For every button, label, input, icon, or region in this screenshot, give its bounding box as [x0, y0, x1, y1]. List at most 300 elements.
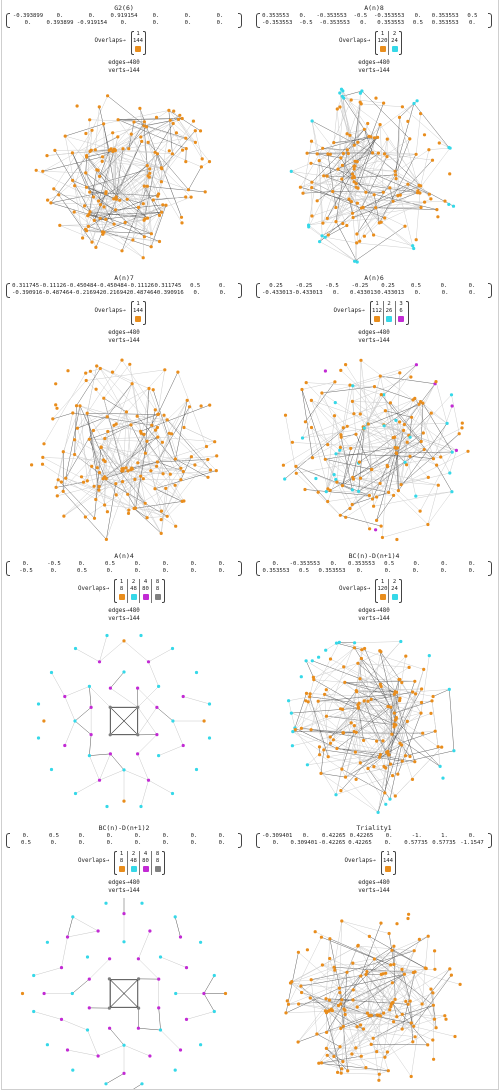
graph-vertex	[351, 962, 354, 965]
graph-vertex	[310, 214, 313, 217]
matrix-cell: 0.	[106, 840, 114, 847]
graph-vertex	[140, 140, 143, 143]
edges-count: edges→480	[358, 880, 390, 886]
graph-vertex	[320, 936, 323, 939]
graph-vertex	[329, 657, 332, 660]
graph-vertex	[122, 768, 125, 771]
graph-vertex	[314, 477, 317, 480]
graph-vertex	[398, 420, 401, 423]
graph-vertex	[37, 702, 40, 705]
graph-vertex	[208, 702, 211, 705]
graph-vertex	[409, 1000, 412, 1003]
panel-title: BC(n)-D(n+1)4	[348, 552, 400, 560]
graph-vertex	[438, 141, 441, 144]
graph-vertex	[97, 489, 100, 492]
color-swatch	[155, 594, 161, 600]
graph-vertex	[136, 687, 139, 690]
graph-vertex	[156, 426, 159, 429]
graph-vertex	[400, 743, 403, 746]
graph-vertex	[305, 381, 308, 384]
graph-vertex	[383, 791, 386, 794]
overlaps-columns	[133, 301, 144, 325]
edges-count: edges→480	[108, 608, 140, 614]
graph-vertex	[157, 685, 160, 688]
graph-vertex	[331, 190, 334, 193]
graph-vertex	[95, 388, 98, 391]
matrix-cell: 0.353553	[262, 13, 290, 19]
graph-vertex	[373, 193, 376, 196]
graph-vertex	[71, 151, 74, 154]
graph-vertex	[130, 467, 133, 470]
overlaps-label: Overlaps→	[333, 308, 365, 314]
matrix-cell: -1.1547	[460, 840, 484, 847]
graph-vertex	[359, 359, 362, 362]
graph-vertex	[348, 384, 351, 387]
graph-vertex	[160, 167, 163, 170]
graph-vertex	[448, 967, 451, 970]
overlap-multiplicity: 1	[375, 301, 379, 307]
graph-vertex	[64, 477, 67, 480]
panel-a-n-4	[0, 548, 248, 818]
graph-vertex	[304, 420, 307, 423]
graph-vertex	[117, 118, 120, 121]
graph-vertex	[324, 1009, 327, 1012]
overlaps-column	[127, 851, 139, 875]
graph-vertex	[387, 491, 390, 494]
graph-vertex	[410, 416, 413, 419]
matrix-bracket-right	[488, 833, 492, 848]
graph-vertex	[398, 116, 401, 119]
matrix-cell: 0.	[162, 833, 170, 839]
matrix-cell: 0.	[134, 840, 142, 847]
graph-vertex	[353, 144, 356, 147]
graph-vertex	[388, 1008, 391, 1011]
petrie-projection-graph	[0, 898, 248, 1089]
graph-vertex	[150, 232, 153, 235]
graph-vertex	[450, 490, 453, 493]
graph-vertex	[353, 260, 356, 263]
graph-vertex	[351, 503, 354, 506]
graph-vertex	[146, 516, 149, 519]
graph-vertex	[208, 404, 211, 407]
graph-vertex	[336, 1071, 339, 1074]
matrix-cell: 0.5	[20, 840, 32, 847]
graph-vertex	[452, 205, 455, 208]
graph-vertex	[124, 221, 127, 224]
color-swatch	[385, 866, 391, 872]
graph-vertex	[60, 1018, 63, 1021]
matrix-cell: -0.353553	[316, 13, 347, 19]
matrix-cell: 0.	[78, 833, 86, 839]
graph-vertex	[365, 970, 368, 973]
graph-vertex	[73, 184, 76, 187]
matrix-cell: 0.311745	[12, 283, 40, 289]
graph-vertex	[98, 485, 101, 488]
graph-vertex	[426, 1043, 429, 1046]
graph-vertex	[104, 902, 107, 905]
graph-vertex	[415, 238, 418, 241]
matrix-cell: 0.5	[467, 13, 478, 19]
overlap-count: 6	[399, 308, 403, 314]
verts-count: verts→144	[358, 68, 390, 74]
graph-vertex	[378, 1073, 381, 1076]
graph-vertex	[318, 240, 321, 243]
matrix-cell: 0.353553	[262, 568, 290, 575]
overlap-count: 112	[371, 308, 383, 314]
overlap-multiplicity: 2	[392, 579, 397, 585]
graph-vertex	[164, 487, 167, 490]
matrix-cell: 0.353553	[431, 20, 459, 27]
graph-vertex	[430, 699, 433, 702]
graph-vertex	[466, 450, 469, 453]
graph-vertex	[122, 639, 125, 642]
graph-vertex	[125, 466, 128, 469]
graph-vertex	[326, 487, 329, 490]
graph-vertex	[133, 478, 136, 481]
graph-vertex	[57, 478, 60, 481]
graph-vertex	[380, 393, 383, 396]
graph-vertex	[184, 137, 187, 140]
graph-vertex	[136, 415, 139, 418]
graph-vertex	[147, 660, 150, 663]
matrix-cell: 0.	[330, 561, 338, 567]
matrix-cell: 0.25	[381, 283, 395, 289]
graph-vertex	[384, 803, 387, 806]
matrix-cell: 0.25	[269, 283, 283, 289]
overlap-multiplicity: 1	[136, 31, 140, 37]
graph-vertex	[156, 413, 159, 416]
edges-count: edges→480	[108, 330, 140, 336]
graph-vertex	[291, 441, 294, 444]
graph-vertex	[401, 105, 404, 108]
verts-count: verts→144	[108, 616, 140, 622]
graph-vertex	[122, 912, 125, 915]
graph-vertex	[60, 966, 63, 969]
matrix-cell: 0.	[440, 568, 448, 575]
graph-vertex	[109, 706, 112, 709]
graph-vertex	[122, 800, 125, 803]
matrix-cell: 0.	[152, 13, 160, 19]
matrix-cell: 1.	[441, 833, 448, 839]
matrix-cell: 0.	[78, 561, 86, 567]
graph-vertex	[408, 455, 411, 458]
graph-vertex	[348, 134, 351, 137]
graph-vertex	[357, 490, 360, 493]
graph-vertex	[373, 136, 376, 139]
graph-vertex	[332, 738, 335, 741]
graph-vertex	[114, 482, 117, 485]
graph-vertex	[63, 695, 66, 698]
graph-vertex	[300, 727, 303, 730]
graph-vertex	[359, 477, 362, 480]
graph-vertex	[160, 532, 163, 535]
graph-vertex	[355, 731, 358, 734]
overlaps-table	[250, 579, 498, 601]
graph-vertex	[149, 469, 152, 472]
graph-vertex	[411, 778, 414, 781]
graph-vertex	[364, 191, 367, 194]
graph-vertex	[329, 735, 332, 738]
graph-vertex	[359, 974, 362, 977]
graph-vertex	[358, 461, 361, 464]
graph-vertex	[350, 721, 353, 724]
graph-vertex	[314, 930, 317, 933]
matrix-cell: 0.	[106, 568, 114, 575]
graph-vertex	[330, 1008, 333, 1011]
overlap-count: 120	[377, 38, 388, 44]
matrix-cell: -0.450484	[96, 283, 128, 289]
verts-count: verts→144	[108, 68, 140, 74]
graph-vertex	[406, 120, 409, 123]
graph-vertex	[156, 460, 159, 463]
matrix-cell: 0.	[24, 20, 32, 27]
graph-vertex	[88, 118, 91, 121]
graph-vertex	[171, 152, 174, 155]
graph-vertex	[326, 500, 329, 503]
overlaps-bracket-right	[143, 31, 146, 55]
matrix-row	[256, 20, 492, 27]
graph-vertex	[333, 969, 336, 972]
graph-vertex	[421, 1002, 424, 1005]
graph-vertex	[321, 222, 324, 225]
graph-vertex	[199, 1043, 202, 1046]
graph-vertex	[188, 405, 191, 408]
graph-vertex	[370, 698, 373, 701]
graph-vertex	[311, 456, 314, 459]
graph-vertex	[370, 468, 373, 471]
graph-vertex	[166, 515, 169, 518]
matrix-cell: 0.	[50, 840, 58, 847]
graph-vertex	[76, 427, 79, 430]
graph-vertex	[155, 706, 158, 709]
graph-vertex	[134, 507, 137, 510]
graph-vertex	[181, 117, 184, 120]
graph-vertex	[318, 159, 321, 162]
graph-vertex	[339, 156, 342, 159]
matrix-cell: 0.353553	[318, 568, 346, 575]
matrix-cell: 0.	[219, 283, 226, 289]
overlaps-bracket-left	[370, 301, 373, 325]
graph-vertex	[405, 463, 408, 466]
graph-vertex	[435, 1026, 438, 1029]
graph-vertex	[291, 744, 294, 747]
graph-vertex	[325, 688, 328, 691]
overlap-multiplicity: 4	[143, 851, 148, 857]
graph-vertex	[96, 466, 99, 469]
graph-vertex	[104, 192, 107, 195]
graph-vertex	[346, 148, 349, 151]
graph-vertex	[447, 203, 450, 206]
graph-vertex	[171, 792, 174, 795]
graph-vertex	[128, 363, 131, 366]
graph-vertex	[354, 433, 357, 436]
graph-vertex	[320, 391, 323, 394]
graph-vertex	[102, 477, 105, 480]
graph-vertex	[399, 640, 402, 643]
graph-vertex	[306, 152, 309, 155]
verts-count: verts→144	[358, 888, 390, 894]
overlaps-bracket-right	[399, 31, 402, 55]
graph-vertex	[347, 198, 350, 201]
graph-vertex	[352, 412, 355, 415]
graph-vertex	[343, 681, 346, 684]
graph-vertex	[160, 510, 163, 513]
graph-vertex	[389, 706, 392, 709]
graph-vertex	[343, 1009, 346, 1012]
graph-vertex	[104, 218, 107, 221]
graph-vertex	[125, 410, 128, 413]
graph-vertex	[354, 751, 357, 754]
graph-vertex	[32, 974, 35, 977]
graph-vertex	[89, 370, 92, 373]
overlap-count: 120	[377, 586, 388, 592]
graph-vertex	[423, 201, 426, 204]
overlaps-table	[250, 301, 498, 323]
graph-vertex	[409, 436, 412, 439]
graph-vertex	[395, 177, 398, 180]
overlap-count: 48	[130, 586, 137, 592]
graph-vertex	[305, 692, 308, 695]
graph-vertex	[88, 1006, 91, 1009]
graph-vertex	[358, 677, 361, 680]
graph-vertex	[203, 719, 206, 722]
matrix-cell: 0.487464	[129, 290, 157, 297]
graph-vertex	[367, 135, 370, 138]
graph-vertex	[433, 949, 436, 952]
graph-vertex	[352, 165, 355, 168]
graph-vertex	[200, 165, 203, 168]
graph-vertex	[122, 670, 125, 673]
matrix-cell: -0.353553	[374, 13, 405, 19]
graph-vertex	[322, 748, 325, 751]
graph-vertex	[213, 440, 216, 443]
graph-vertex	[360, 648, 363, 651]
graph-vertex	[116, 135, 119, 138]
graph-vertex	[294, 728, 297, 731]
graph-vertex	[122, 1044, 125, 1047]
graph-vertex	[103, 503, 106, 506]
matrix-cell: -0.393899	[12, 13, 44, 19]
overlaps-bracket-left	[131, 301, 134, 325]
graph-vertex	[169, 119, 172, 122]
graph-vertex	[363, 235, 366, 238]
panel-a-n-6	[250, 270, 498, 548]
graph-vertex	[356, 187, 359, 190]
graph-vertex	[115, 422, 118, 425]
matrix-bracket-right	[488, 13, 492, 28]
matrix-bracket-left	[256, 13, 260, 28]
matrix-cell: -0.433013	[262, 290, 293, 297]
graph-vertex	[374, 206, 377, 209]
graph-vertex	[449, 147, 452, 150]
graph-vertex	[195, 768, 198, 771]
graph-vertex	[411, 690, 414, 693]
matrix-cell: 0.42265	[322, 833, 346, 839]
graph-vertex	[200, 404, 203, 407]
overlap-count: 144	[382, 858, 394, 864]
matrix-cell: -0.433013	[292, 290, 323, 297]
graph-vertex	[341, 708, 344, 711]
graph-vertex	[329, 742, 332, 745]
matrix-cell: -0.5	[325, 283, 339, 289]
graph-vertex	[163, 368, 166, 371]
matrix-row	[6, 833, 242, 840]
graph-vertex	[461, 422, 464, 425]
graph-vertex	[142, 124, 145, 127]
graph-vertex	[421, 402, 424, 405]
graph-vertex	[374, 528, 377, 531]
panel-bc-d-4	[250, 548, 498, 818]
graph-vertex	[364, 973, 367, 976]
graph-vertex	[114, 208, 117, 211]
graph-vertex	[73, 438, 76, 441]
graph-vertex	[428, 654, 431, 657]
graph-vertex	[395, 452, 398, 455]
graph-vertex	[201, 157, 204, 160]
graph-vertex	[360, 89, 363, 92]
graph-vertex	[419, 510, 422, 513]
graph-vertex	[341, 1060, 344, 1063]
graph-vertex	[139, 475, 142, 478]
graph-vertex	[106, 430, 109, 433]
graph-vertex	[395, 1015, 398, 1018]
matrix-cell: 0.5	[298, 568, 310, 575]
edges-count: edges→480	[108, 880, 140, 886]
matrix-row	[6, 561, 242, 568]
overlaps-table	[0, 851, 248, 873]
graph-vertex	[185, 1018, 188, 1021]
petrie-projection-graph	[0, 348, 248, 546]
graph-vertex	[322, 174, 325, 177]
panel-title: G2(6)	[114, 4, 134, 12]
graph-vertex	[181, 500, 184, 503]
graph-vertex	[389, 763, 392, 766]
graph-vertex	[397, 678, 400, 681]
graph-vertex	[379, 123, 382, 126]
graph-vertex	[120, 249, 123, 252]
graph-vertex	[156, 436, 159, 439]
color-swatch	[398, 316, 404, 322]
graph-vertex	[199, 941, 202, 944]
graph-vertex	[437, 745, 440, 748]
graph-vertex	[416, 191, 419, 194]
graph-vertex	[356, 160, 359, 163]
graph-vertex	[411, 244, 414, 247]
graph-vertex	[146, 164, 149, 167]
graph-vertex	[76, 104, 79, 107]
graph-vertex	[129, 423, 132, 426]
graph-vertex	[401, 1027, 404, 1030]
graph-vertex	[148, 176, 151, 179]
matrix-cell: 0.	[413, 561, 421, 567]
panel-bc-d-2	[0, 820, 248, 1091]
graph-vertex	[352, 216, 355, 219]
projection-matrix	[6, 561, 242, 576]
matrix-cell: 0.353553	[377, 20, 405, 27]
graph-vertex	[398, 371, 401, 374]
matrix-cell: -0.919154	[76, 20, 108, 27]
graph-vertex	[420, 701, 423, 704]
matrix-row	[6, 20, 242, 27]
graph-vertex	[404, 1000, 407, 1003]
graph-vertex	[444, 1018, 447, 1021]
graph-vertex	[113, 223, 116, 226]
graph-vertex	[108, 1027, 111, 1030]
matrix-cell: 0.	[134, 833, 142, 839]
graph-vertex	[309, 996, 312, 999]
graph-vertex	[413, 949, 416, 952]
overlap-count: 48	[130, 858, 137, 864]
